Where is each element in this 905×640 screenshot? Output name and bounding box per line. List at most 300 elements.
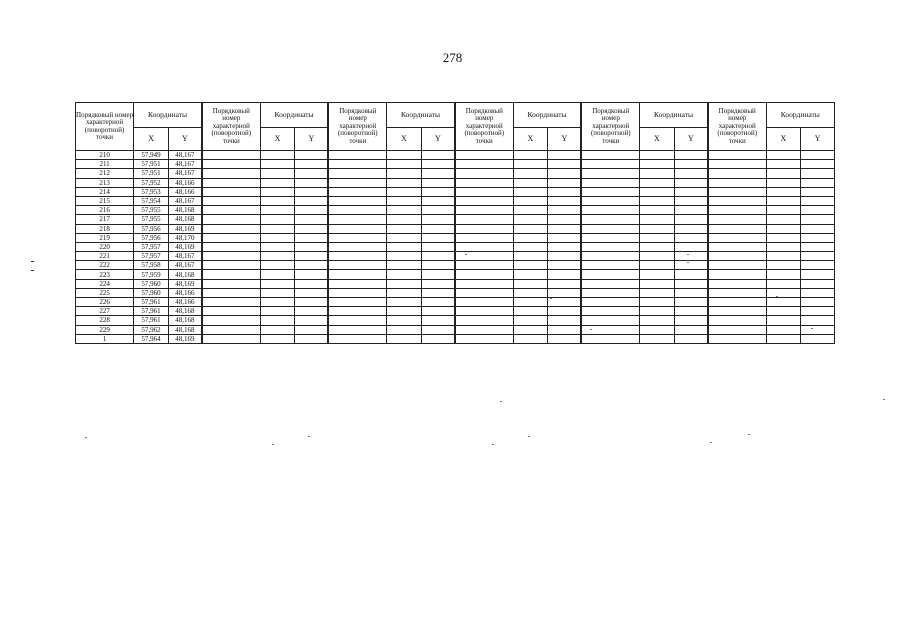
empty-cell — [455, 187, 513, 196]
empty-cell — [421, 242, 455, 251]
empty-cell — [708, 270, 766, 279]
empty-cell — [328, 187, 386, 196]
empty-cell — [801, 325, 835, 334]
empty-cell — [766, 224, 801, 233]
empty-cell — [328, 307, 386, 316]
empty-cell — [455, 288, 513, 297]
empty-cell — [421, 261, 455, 270]
cell-y: 48,168 — [168, 325, 202, 334]
empty-cell — [548, 187, 582, 196]
empty-cell — [387, 279, 422, 288]
empty-cell — [513, 334, 548, 343]
empty-cell — [421, 270, 455, 279]
empty-cell — [766, 298, 801, 307]
empty-cell — [548, 288, 582, 297]
header-y: Y — [295, 128, 329, 151]
empty-cell — [801, 334, 835, 343]
empty-cell — [548, 279, 582, 288]
cell-x: 57,954 — [134, 196, 169, 205]
empty-cell — [548, 233, 582, 242]
table-row — [76, 178, 835, 187]
empty-cell — [801, 270, 835, 279]
empty-cell — [387, 215, 422, 224]
empty-cell — [640, 270, 675, 279]
empty-cell — [640, 279, 675, 288]
cell-y: 48,167 — [168, 252, 202, 261]
empty-cell — [328, 288, 386, 297]
empty-cell — [295, 288, 329, 297]
empty-cell — [455, 169, 513, 178]
cell-point-number: 221 — [76, 252, 134, 261]
cell-x: 57,964 — [134, 334, 169, 343]
header-x: X — [766, 128, 801, 151]
empty-cell — [421, 206, 455, 215]
empty-cell — [801, 242, 835, 251]
cell-point-number: 217 — [76, 215, 134, 224]
empty-cell — [674, 316, 708, 325]
empty-cell — [674, 206, 708, 215]
table-row — [76, 334, 835, 343]
empty-cell — [328, 206, 386, 215]
empty-cell — [640, 316, 675, 325]
empty-cell — [455, 334, 513, 343]
empty-cell — [708, 160, 766, 169]
empty-cell — [708, 242, 766, 251]
empty-cell — [328, 261, 386, 270]
cell-y: 48,168 — [168, 316, 202, 325]
empty-cell — [202, 325, 260, 334]
empty-cell — [640, 334, 675, 343]
empty-cell — [581, 215, 639, 224]
header-y: Y — [674, 128, 708, 151]
cell-y: 48,169 — [168, 224, 202, 233]
header-coordinates: Координаты — [766, 103, 834, 128]
empty-cell — [640, 178, 675, 187]
header-point-number: Порядковый номер характерной (поворотной) точки — [202, 103, 260, 151]
empty-cell — [421, 334, 455, 343]
empty-cell — [421, 196, 455, 205]
empty-cell — [674, 334, 708, 343]
empty-cell — [260, 288, 295, 297]
empty-cell — [202, 334, 260, 343]
empty-cell — [581, 160, 639, 169]
empty-cell — [801, 307, 835, 316]
empty-cell — [295, 233, 329, 242]
cell-x: 57,962 — [134, 325, 169, 334]
empty-cell — [801, 151, 835, 160]
table-row — [76, 206, 835, 215]
cell-y: 48,166 — [168, 178, 202, 187]
empty-cell — [513, 151, 548, 160]
cell-x: 57,953 — [134, 187, 169, 196]
empty-cell — [387, 178, 422, 187]
empty-cell — [640, 187, 675, 196]
header-coordinates: Координаты — [513, 103, 581, 128]
empty-cell — [581, 178, 639, 187]
cell-point-number: 210 — [76, 151, 134, 160]
table-row — [76, 288, 835, 297]
empty-cell — [455, 233, 513, 242]
empty-cell — [581, 187, 639, 196]
empty-cell — [328, 178, 386, 187]
empty-cell — [766, 233, 801, 242]
empty-cell — [766, 196, 801, 205]
cell-point-number: 219 — [76, 233, 134, 242]
empty-cell — [674, 196, 708, 205]
empty-cell — [548, 298, 582, 307]
cell-x: 57,957 — [134, 252, 169, 261]
empty-cell — [640, 242, 675, 251]
cell-x: 57,955 — [134, 215, 169, 224]
cell-x: 57,961 — [134, 298, 169, 307]
empty-cell — [295, 298, 329, 307]
empty-cell — [387, 196, 422, 205]
empty-cell — [328, 169, 386, 178]
empty-cell — [766, 270, 801, 279]
empty-cell — [766, 261, 801, 270]
empty-cell — [581, 334, 639, 343]
header-y: Y — [168, 128, 202, 151]
empty-cell — [801, 224, 835, 233]
table-row — [76, 316, 835, 325]
table-row — [76, 196, 835, 205]
empty-cell — [513, 307, 548, 316]
empty-cell — [295, 169, 329, 178]
empty-cell — [548, 316, 582, 325]
empty-cell — [202, 169, 260, 178]
empty-cell — [674, 252, 708, 261]
empty-cell — [581, 242, 639, 251]
empty-cell — [328, 316, 386, 325]
empty-cell — [674, 307, 708, 316]
empty-cell — [766, 206, 801, 215]
empty-cell — [202, 288, 260, 297]
empty-cell — [513, 178, 548, 187]
cell-x: 57,958 — [134, 261, 169, 270]
empty-cell — [328, 233, 386, 242]
empty-cell — [674, 298, 708, 307]
empty-cell — [801, 233, 835, 242]
empty-cell — [202, 307, 260, 316]
empty-cell — [387, 307, 422, 316]
empty-cell — [708, 233, 766, 242]
cell-x: 57,956 — [134, 224, 169, 233]
empty-cell — [421, 288, 455, 297]
empty-cell — [581, 288, 639, 297]
header-x: X — [134, 128, 169, 151]
table-row — [76, 325, 835, 334]
empty-cell — [548, 270, 582, 279]
empty-cell — [708, 334, 766, 343]
empty-cell — [421, 279, 455, 288]
empty-cell — [260, 233, 295, 242]
empty-cell — [455, 160, 513, 169]
empty-cell — [455, 252, 513, 261]
empty-cell — [548, 215, 582, 224]
empty-cell — [548, 242, 582, 251]
scan-speck — [85, 437, 87, 438]
table-row — [76, 151, 835, 160]
cell-y: 48,166 — [168, 288, 202, 297]
empty-cell — [202, 206, 260, 215]
cell-point-number: 220 — [76, 242, 134, 251]
scan-speck — [492, 444, 494, 445]
cell-y: 48,170 — [168, 233, 202, 242]
empty-cell — [328, 252, 386, 261]
empty-cell — [766, 325, 801, 334]
empty-cell — [640, 307, 675, 316]
cell-point-number: 225 — [76, 288, 134, 297]
empty-cell — [202, 151, 260, 160]
empty-cell — [548, 325, 582, 334]
empty-cell — [328, 160, 386, 169]
scan-speck — [590, 329, 592, 330]
cell-y: 48,167 — [168, 151, 202, 160]
empty-cell — [260, 261, 295, 270]
empty-cell — [387, 224, 422, 233]
coordinates-table — [75, 102, 835, 344]
cell-point-number: 212 — [76, 169, 134, 178]
empty-cell — [260, 298, 295, 307]
cell-y: 48,169 — [168, 334, 202, 343]
empty-cell — [455, 261, 513, 270]
empty-cell — [674, 325, 708, 334]
empty-cell — [387, 206, 422, 215]
empty-cell — [260, 279, 295, 288]
empty-cell — [295, 160, 329, 169]
empty-cell — [708, 325, 766, 334]
table-row — [76, 224, 835, 233]
empty-cell — [260, 316, 295, 325]
scan-speck — [465, 254, 467, 255]
table-row — [76, 261, 835, 270]
empty-cell — [801, 206, 835, 215]
scan-speck — [883, 399, 885, 400]
empty-cell — [295, 334, 329, 343]
empty-cell — [421, 252, 455, 261]
header-y: Y — [548, 128, 582, 151]
empty-cell — [455, 298, 513, 307]
header-y: Y — [801, 128, 835, 151]
empty-cell — [202, 298, 260, 307]
header-coordinates: Координаты — [134, 103, 202, 128]
cell-point-number: 216 — [76, 206, 134, 215]
empty-cell — [202, 196, 260, 205]
empty-cell — [421, 224, 455, 233]
empty-cell — [455, 224, 513, 233]
empty-cell — [260, 270, 295, 279]
empty-cell — [640, 151, 675, 160]
empty-cell — [455, 178, 513, 187]
empty-cell — [387, 261, 422, 270]
empty-cell — [421, 187, 455, 196]
table-row — [76, 215, 835, 224]
empty-cell — [387, 288, 422, 297]
empty-cell — [801, 279, 835, 288]
cell-x: 57,951 — [134, 160, 169, 169]
empty-cell — [640, 298, 675, 307]
empty-cell — [421, 325, 455, 334]
cell-y: 48,168 — [168, 206, 202, 215]
cell-x: 57,960 — [134, 288, 169, 297]
empty-cell — [387, 334, 422, 343]
table-row — [76, 252, 835, 261]
cell-y: 48,167 — [168, 160, 202, 169]
empty-cell — [202, 261, 260, 270]
empty-cell — [202, 233, 260, 242]
scan-speck — [776, 296, 778, 297]
empty-cell — [202, 279, 260, 288]
empty-cell — [421, 151, 455, 160]
empty-cell — [708, 169, 766, 178]
empty-cell — [295, 325, 329, 334]
empty-cell — [513, 187, 548, 196]
empty-cell — [708, 279, 766, 288]
empty-cell — [513, 242, 548, 251]
margin-mark — [31, 261, 34, 262]
scan-speck — [811, 328, 813, 329]
cell-y: 48,166 — [168, 187, 202, 196]
empty-cell — [674, 169, 708, 178]
empty-cell — [387, 270, 422, 279]
header-x: X — [260, 128, 295, 151]
cell-x: 57,961 — [134, 307, 169, 316]
empty-cell — [387, 242, 422, 251]
cell-point-number: 213 — [76, 178, 134, 187]
empty-cell — [202, 224, 260, 233]
empty-cell — [328, 270, 386, 279]
empty-cell — [202, 187, 260, 196]
empty-cell — [260, 160, 295, 169]
empty-cell — [295, 178, 329, 187]
scan-speck — [748, 434, 750, 435]
cell-x: 57,949 — [134, 151, 169, 160]
empty-cell — [260, 215, 295, 224]
cell-point-number: 214 — [76, 187, 134, 196]
header-y: Y — [421, 128, 455, 151]
empty-cell — [295, 279, 329, 288]
empty-cell — [328, 334, 386, 343]
empty-cell — [513, 160, 548, 169]
scan-speck — [550, 298, 552, 299]
empty-cell — [766, 316, 801, 325]
empty-cell — [513, 233, 548, 242]
empty-cell — [640, 261, 675, 270]
cell-y: 48,169 — [168, 279, 202, 288]
header-x: X — [513, 128, 548, 151]
empty-cell — [295, 215, 329, 224]
empty-cell — [801, 187, 835, 196]
empty-cell — [455, 206, 513, 215]
empty-cell — [674, 261, 708, 270]
empty-cell — [801, 288, 835, 297]
empty-cell — [548, 178, 582, 187]
table-row — [76, 298, 835, 307]
empty-cell — [328, 298, 386, 307]
empty-cell — [260, 224, 295, 233]
empty-cell — [387, 160, 422, 169]
empty-cell — [513, 215, 548, 224]
empty-cell — [202, 215, 260, 224]
empty-cell — [328, 151, 386, 160]
cell-y: 48,166 — [168, 298, 202, 307]
cell-x: 57,951 — [134, 169, 169, 178]
cell-point-number: 226 — [76, 298, 134, 307]
empty-cell — [421, 316, 455, 325]
scan-speck — [272, 444, 274, 445]
empty-cell — [295, 196, 329, 205]
empty-cell — [421, 298, 455, 307]
empty-cell — [513, 316, 548, 325]
empty-cell — [548, 261, 582, 270]
empty-cell — [548, 169, 582, 178]
empty-cell — [513, 224, 548, 233]
cell-point-number: 227 — [76, 307, 134, 316]
table-row — [76, 160, 835, 169]
cell-x: 57,957 — [134, 242, 169, 251]
empty-cell — [513, 325, 548, 334]
cell-x: 57,956 — [134, 233, 169, 242]
empty-cell — [801, 252, 835, 261]
cell-y: 48,168 — [168, 270, 202, 279]
empty-cell — [766, 242, 801, 251]
empty-cell — [548, 206, 582, 215]
scan-speck — [308, 436, 310, 437]
empty-cell — [421, 307, 455, 316]
empty-cell — [674, 160, 708, 169]
header-point-number: Порядковый номер характерной (поворотной) точки — [708, 103, 766, 151]
empty-cell — [708, 187, 766, 196]
empty-cell — [455, 215, 513, 224]
empty-cell — [513, 196, 548, 205]
empty-cell — [548, 151, 582, 160]
cell-point-number: 222 — [76, 261, 134, 270]
empty-cell — [708, 261, 766, 270]
cell-point-number: 229 — [76, 325, 134, 334]
empty-cell — [202, 242, 260, 251]
empty-cell — [766, 187, 801, 196]
empty-cell — [801, 298, 835, 307]
cell-x: 57,960 — [134, 279, 169, 288]
empty-cell — [640, 224, 675, 233]
empty-cell — [708, 206, 766, 215]
empty-cell — [708, 215, 766, 224]
scan-speck — [710, 442, 712, 443]
empty-cell — [674, 224, 708, 233]
empty-cell — [328, 242, 386, 251]
empty-cell — [674, 178, 708, 187]
empty-cell — [513, 206, 548, 215]
empty-cell — [766, 215, 801, 224]
empty-cell — [260, 307, 295, 316]
empty-cell — [455, 316, 513, 325]
empty-cell — [581, 279, 639, 288]
coordinates-table-container — [75, 102, 835, 344]
empty-cell — [295, 187, 329, 196]
empty-cell — [421, 215, 455, 224]
scan-speck — [528, 436, 530, 437]
cell-x: 57,959 — [134, 270, 169, 279]
empty-cell — [387, 169, 422, 178]
empty-cell — [295, 151, 329, 160]
empty-cell — [260, 334, 295, 343]
empty-cell — [766, 160, 801, 169]
empty-cell — [640, 169, 675, 178]
empty-cell — [260, 151, 295, 160]
empty-cell — [513, 261, 548, 270]
empty-cell — [513, 169, 548, 178]
empty-cell — [455, 325, 513, 334]
